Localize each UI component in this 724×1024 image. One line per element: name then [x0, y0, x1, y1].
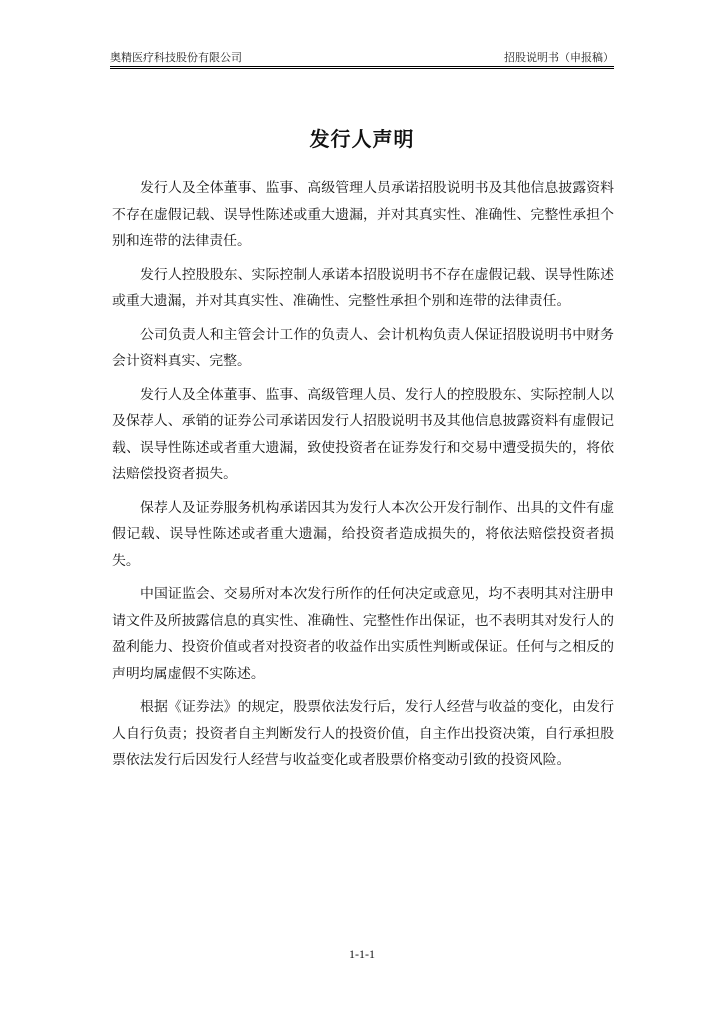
- page-title: 发行人声明: [309, 127, 415, 151]
- header-company-name: 奥精医疗科技股份有限公司: [110, 51, 242, 64]
- page-number: 1-1-1: [349, 947, 375, 961]
- statement-paragraph-1: 发行人及全体董事、监事、高级管理人员承诺招股说明书及其他信息披露资料不存在虚假记载、误导性陈述或重大遗漏，并对其真实性、准确性、完整性承担个别和连带的法律责任。: [112, 180, 614, 249]
- header-document-name: 招股说明书（申报稿）: [504, 51, 614, 64]
- statement-paragraph-3: 公司负责人和主管会计工作的负责人、会计机构负责人保证招股说明书中财务会计资料真实、完整。: [112, 326, 614, 369]
- statement-body: [112, 175, 614, 781]
- statement-paragraph-4: 发行人及全体董事、监事、高级管理人员、发行人的控股股东、实际控制人以及保荐人、承销的证券公司承诺因发行人招股说明书及其他信息披露资料有虚假记载、误导性陈述或者重大遗漏，致使投资者在证券发行和交易中遭受损失的，将依法赔偿投资者损失。: [112, 386, 614, 482]
- statement-paragraph-6: 中国证监会、交易所对本次发行所作的任何决定或意见，均不表明其对注册申请文件及所披露信息的真实性、准确性、完整性作出保证，也不表明其对发行人的盈利能力、投资价值或者对投资者的收益作出实质性判断或保证。任何与之相反的声明均属虚假不实陈述。: [112, 586, 614, 682]
- header-rule: [110, 66, 614, 69]
- statement-paragraph-7: 根据《证券法》的规定，股票依法发行后，发行人经营与收益的变化，由发行人自行负责；投资者自主判断发行人的投资价值，自主作出投资决策，自行承担股票依法发行后因发行人经营与收益变化或者股票价格变动引致的投资风险。: [112, 699, 614, 768]
- statement-paragraph-5: 保荐人及证券服务机构承诺因其为发行人本次公开发行制作、出具的文件有虚假记载、误导性陈述或者重大遗漏，给投资者造成损失的，将依法赔偿投资者损失。: [112, 499, 614, 569]
- page-header: [110, 50, 614, 66]
- statement-paragraph-2: 发行人控股股东、实际控制人承诺本招股说明书不存在虚假记载、误导性陈述或重大遗漏，并对其真实性、准确性、完整性承担个别和连带的法律责任。: [112, 266, 614, 309]
